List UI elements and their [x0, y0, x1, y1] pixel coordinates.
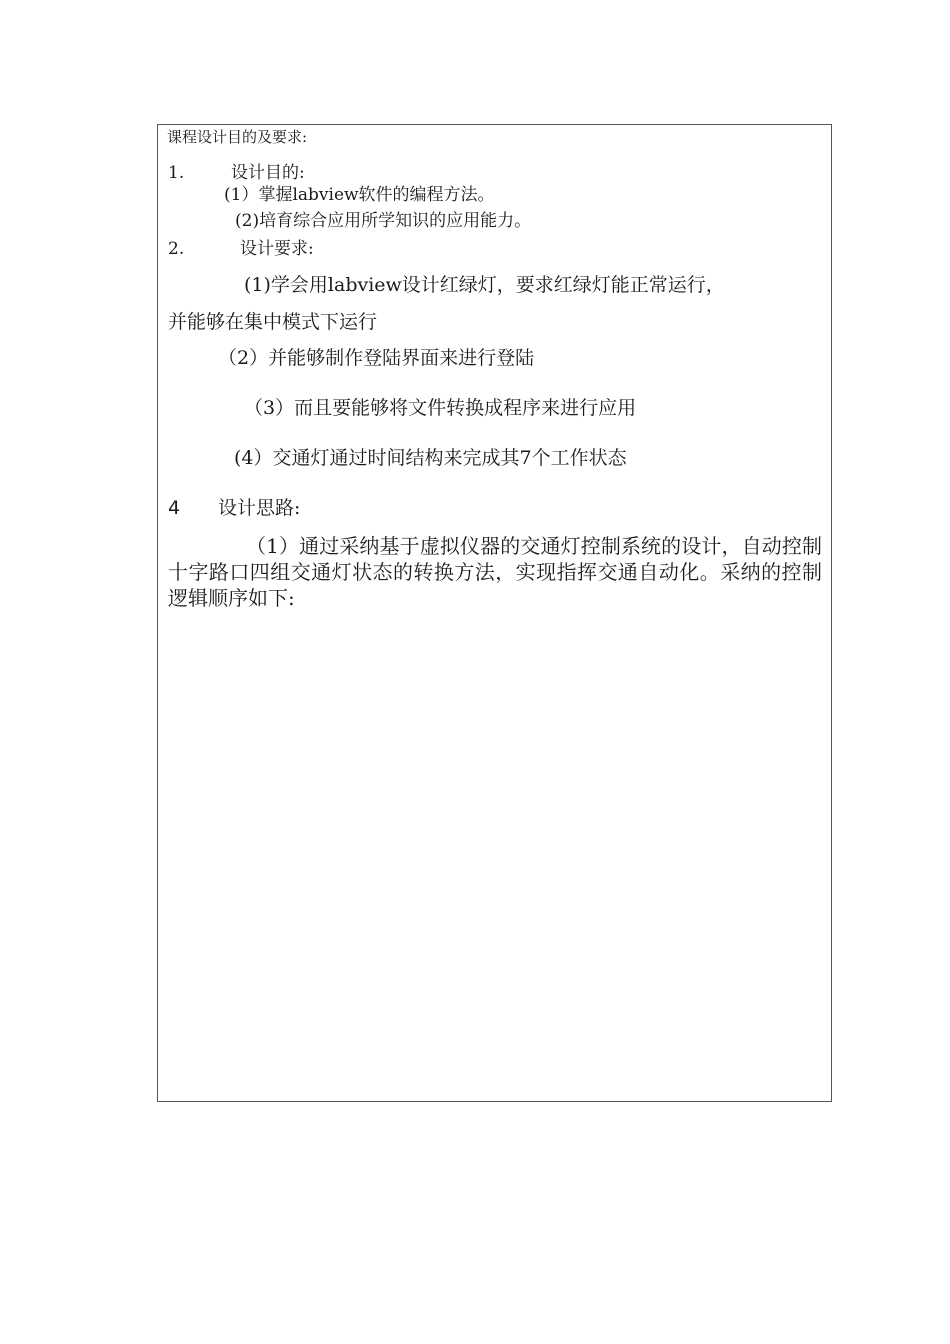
section2-number: 2.	[168, 239, 185, 259]
section4-title: 设计思路:	[218, 497, 301, 519]
section2-title: 设计要求:	[240, 239, 314, 259]
section4-number: 4	[168, 497, 181, 519]
requirement-1-line-1: (1)学会用labview设计红绿灯，要求红绿灯能正常运行，	[244, 274, 725, 296]
requirement-4: (4）交通灯通过时间结构来完成其7个工作状态	[234, 447, 627, 469]
requirement-2: （2）并能够制作登陆界面来进行登陆	[218, 347, 535, 369]
design-idea-paragraph: （1）通过采纳基于虚拟仪器的交通灯控制系统的设计，自动控制十字路口四组交通灯状态的转换方法，实现指挥交通自动化。采纳的控制逻辑顺序如下:	[168, 534, 822, 610]
goal-item-2: (2)培育综合应用所学知识的应用能力。	[235, 211, 532, 231]
requirement-1-line-2: 并能够在集中模式下运行	[168, 311, 378, 333]
section1-title: 设计目的:	[231, 163, 305, 183]
requirement-3: （3）而且要能够将文件转换成程序来进行应用	[244, 397, 637, 419]
goal-item-1: (1）掌握labview软件的编程方法。	[224, 185, 495, 205]
requirements-box	[157, 124, 832, 1102]
box-header: 课程设计目的及要求:	[167, 128, 308, 146]
section1-number: 1.	[168, 163, 185, 183]
